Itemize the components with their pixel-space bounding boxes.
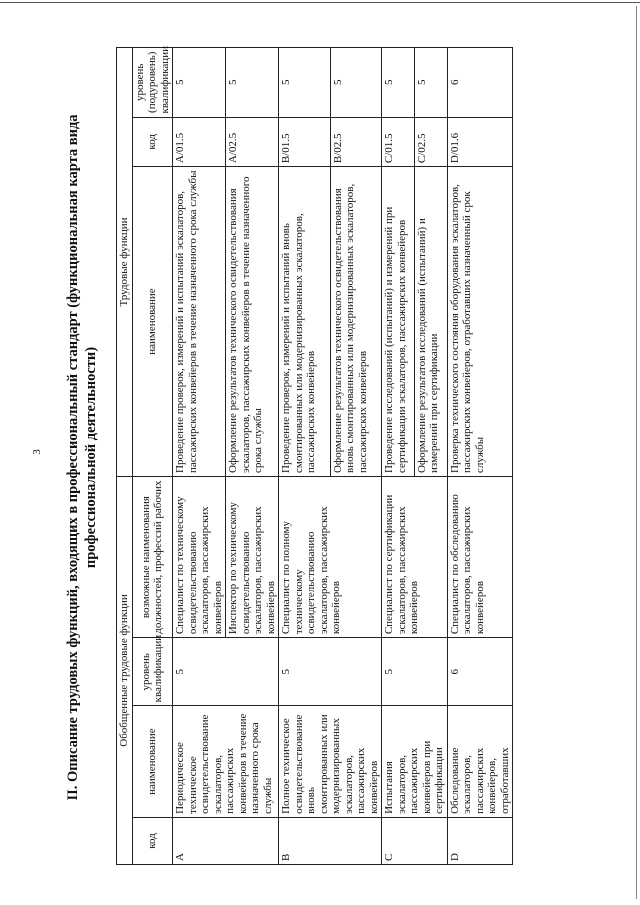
function-code: C/02.5 [414, 117, 447, 167]
group-level: 6 [447, 638, 513, 706]
group-level: 5 [279, 638, 382, 706]
page-number: 3 [30, 449, 43, 455]
function-level: 5 [382, 48, 415, 118]
group-name: Обследование эскалаторов, пассажирских конвейеров, отработавших [447, 706, 513, 818]
table-row [382, 48, 415, 865]
function-code: B/02.5 [330, 117, 382, 167]
group-level: 5 [173, 638, 279, 706]
function-name: Проведение проверок, измерений и испытаний эскалаторов, пассажирских конвейеров в течение назначенного срока службы [173, 167, 226, 477]
function-level: 5 [279, 48, 331, 118]
group-name: Полное техническое освидетельствование вновь смонтированных или модернизированных эскалаторов, пассажирских конвейеров [279, 706, 382, 818]
position-name: Специалист по полному техническому освидетельствованию эскалаторов, пассажирских конвейеров [279, 477, 382, 638]
section-title [60, 35, 100, 880]
function-name: Проведение исследований (испытаний) и измерений при сертификации эскалаторов, пассажирских конвейеров [382, 167, 415, 477]
function-level: 5 [173, 48, 226, 118]
group-level: 5 [382, 638, 448, 706]
group-code: C [382, 817, 448, 864]
scan-edge-line-right [636, 6, 637, 899]
function-level: 5 [226, 48, 279, 118]
function-name: Оформление результатов исследований (испытаний) и измерений при сертификации [414, 167, 447, 477]
function-name: Оформление результатов технического освидетельствования эскалаторов, пассажирских конвейеров в течение назначенного срока службы [226, 167, 279, 477]
header-generalized: Обобщенные трудовые функции [117, 477, 133, 865]
function-code: D/01.6 [447, 117, 513, 167]
function-name: Проверка технического состояния оборудования эскалаторов, пассажирских конвейеров, отработавших назначенный срок службы [447, 167, 513, 477]
rotated-page-content [60, 35, 605, 880]
group-code: D [447, 817, 513, 864]
section-title-line-1: II. Описание трудовых функций, входящих в профессиональный стандарт (функциональная карта вида [65, 114, 81, 801]
table-row [173, 48, 226, 865]
header-code: код [132, 817, 173, 864]
table-row [279, 48, 331, 865]
header-positions: возможные наименования должностей, профессий рабочих [132, 477, 173, 638]
function-level: 5 [330, 48, 382, 118]
position-name: Специалист по обследованию эскалаторов, пассажирских конвейеров [447, 477, 513, 638]
scan-edge-line [0, 2, 640, 3]
function-code: A/01.5 [173, 117, 226, 167]
header-labor-functions: Трудовые функции [117, 48, 133, 477]
table-row [447, 48, 513, 865]
function-level: 6 [447, 48, 513, 118]
position-name: Инспектор по техническому освидетельствованию эскалаторов, пассажирских конвейеров [226, 477, 279, 638]
function-code: A/02.5 [226, 117, 279, 167]
function-name: Оформление результатов технического освидетельствования вновь смонтированных или модернизированных эскалаторов, пассажирских конвейеров [330, 167, 382, 477]
position-name: Специалист по сертификации эскалаторов, пассажирских конвейеров [382, 477, 448, 638]
functional-map-table [116, 47, 513, 865]
group-name: Периодическое техническое освидетельствование эскалаторов, пассажирских конвейеров в течение назначенного срока службы [173, 706, 279, 818]
header-function-name: наименование [132, 167, 173, 477]
header-name: наименование [132, 706, 173, 818]
section-title-line-2: профессиональной деятельности) [83, 346, 99, 569]
group-code: B [279, 817, 382, 864]
position-name: Специалист по техническому освидетельствованию эскалаторов, пассажирских конвейеров [173, 477, 226, 638]
header-function-code: код [132, 117, 173, 167]
function-name: Проведение проверок, измерений и испытаний вновь смонтированных или модернизированных эскалаторов, пассажирских конвейеров [279, 167, 331, 477]
header-level: уровень квалификации [132, 638, 173, 706]
group-name: Испытания эскалаторов, пассажирских конвейеров при сертификации [382, 706, 448, 818]
function-level: 5 [414, 48, 447, 118]
group-code: A [173, 817, 279, 864]
header-function-level: уровень (подуровень) квалификации [132, 48, 173, 118]
function-code: C/01.5 [382, 117, 415, 167]
function-code: B/01.5 [279, 117, 331, 167]
